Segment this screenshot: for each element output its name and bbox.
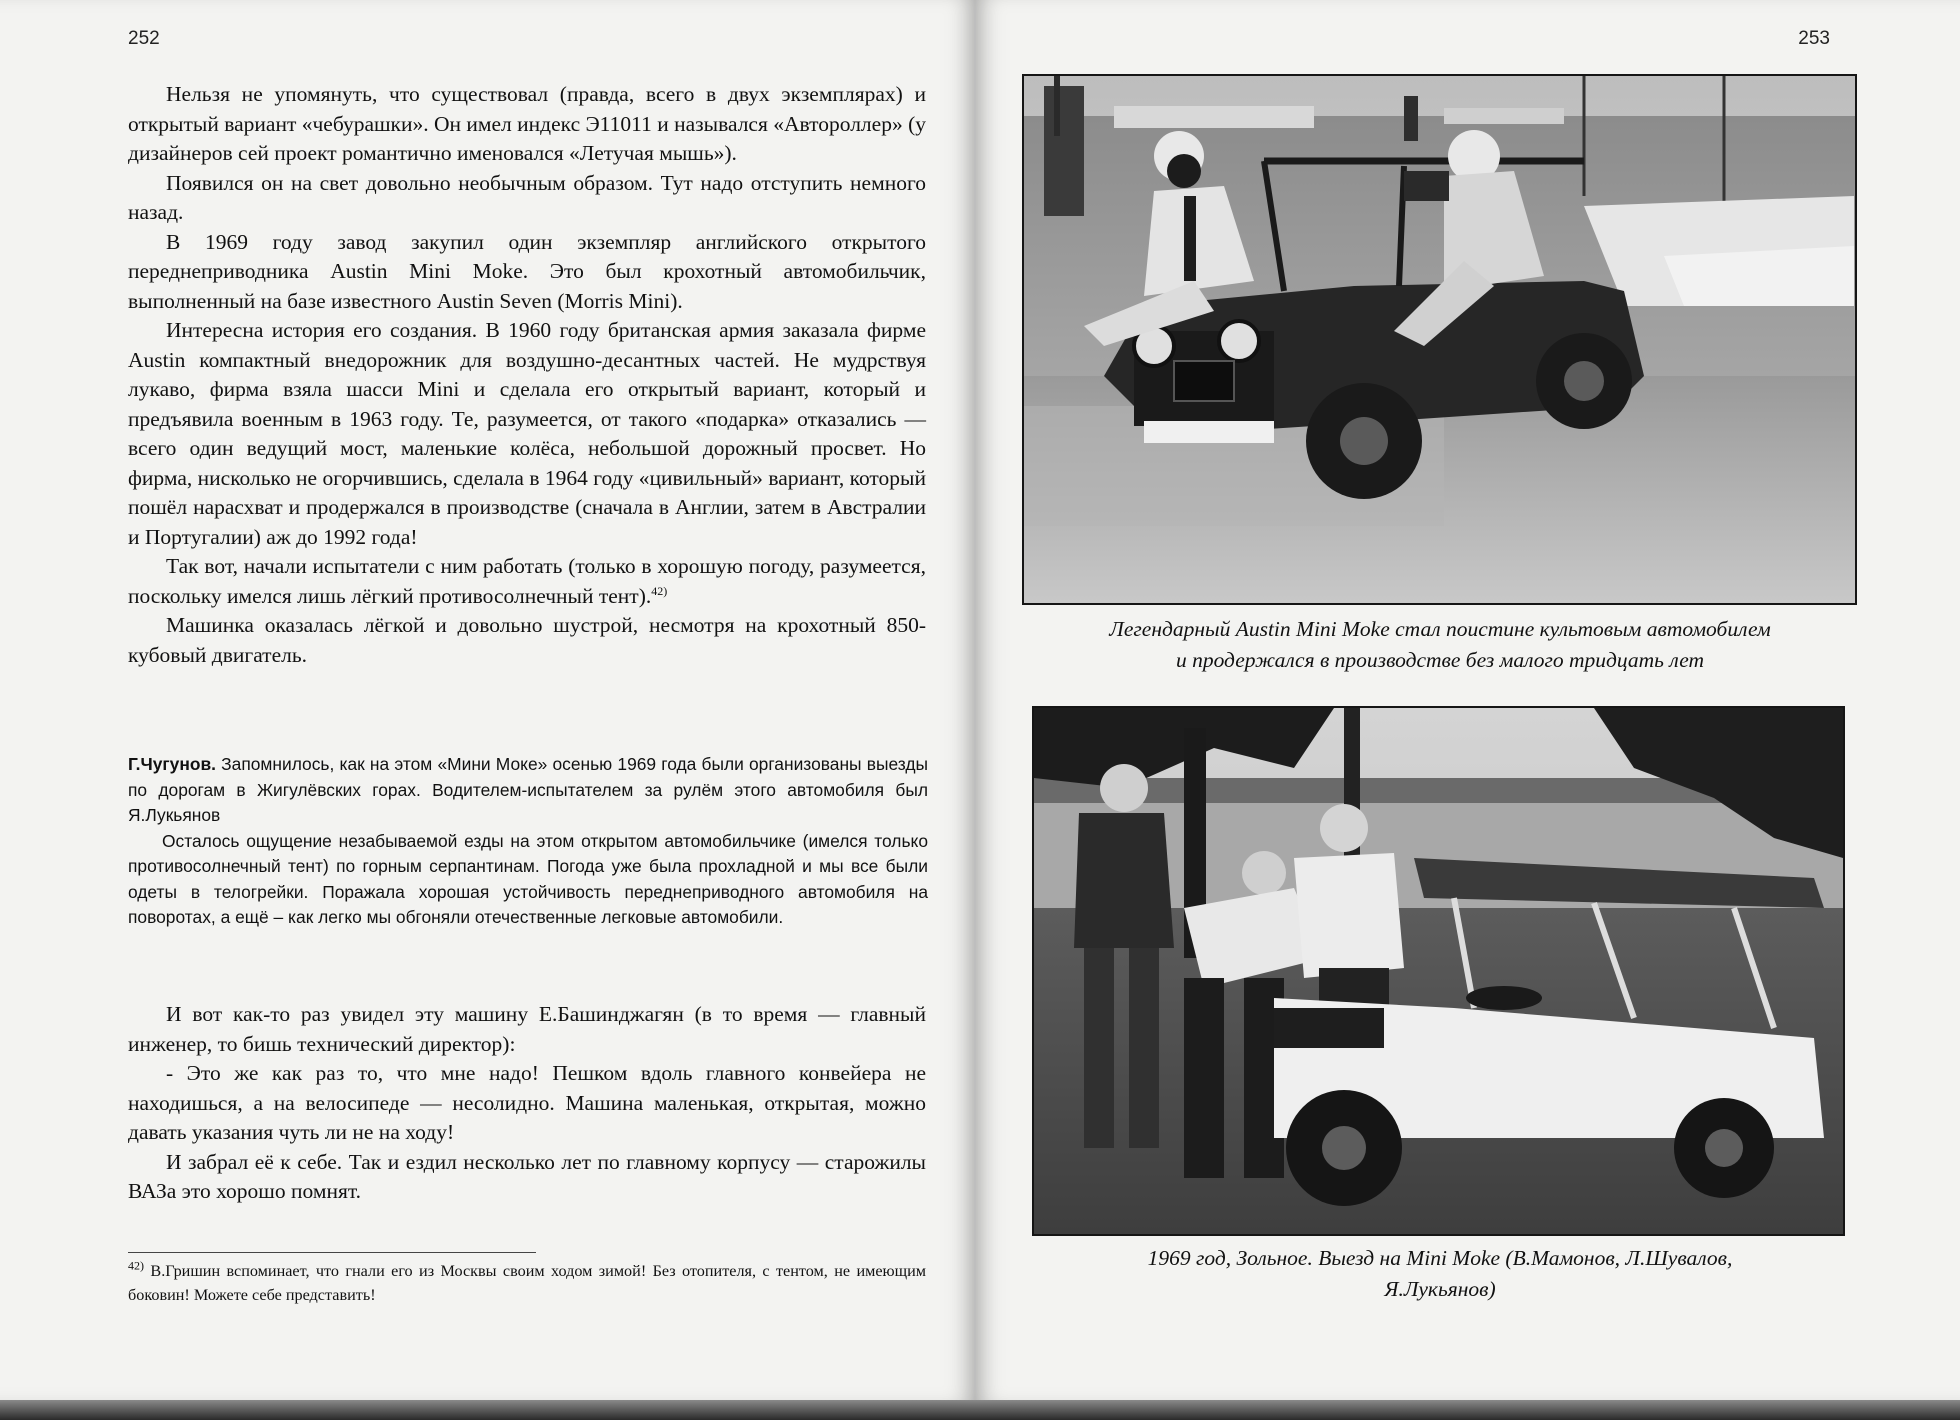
- main-text-top: [128, 80, 926, 670]
- paragraph: Машинка оказалась лёгкой и довольно шустрой, несмотря на крохотный 850-кубовый двигатель.: [128, 613, 926, 667]
- paragraph: И забрал её к себе. Так и ездил несколько лет по главному корпусу — старожилы ВАЗа это хорошо помнят.: [128, 1149, 926, 1203]
- quote-first-paragraph: [128, 752, 928, 829]
- paragraph: И вот как-то раз увидел эту машину Е.Башинджагян (в то время — главный инженер, то бишь технический директор):: [128, 1002, 926, 1056]
- photo-mini-moke-zolnoe: [1032, 706, 1845, 1236]
- footnote-marker: 42): [128, 1258, 144, 1273]
- photo-zolnoe-drawing: [1034, 708, 1843, 1234]
- footnote-text: В.Гришин вспоминает, что гнали его из Москвы своим ходом зимой! Без отопителя, с тентом, не имеющим боковин! Можете себе представить!: [128, 1262, 927, 1304]
- photo1-caption: [1020, 614, 1860, 676]
- photo1-caption-line1: Легендарный Austin Mini Moke стал поистине культовым автомобилем: [1109, 617, 1771, 641]
- paragraph: Появился он на свет довольно необычным образом. Тут надо отступить немного назад.: [128, 170, 926, 224]
- quote-first-text: Запомнилось, как на этом «Мини Моке» осенью 1969 года были организованы выезды по дорогам в Жигулёвских горах. Водителем-испытателем за рулём этого автомобиля был Я.Лукьянов: [128, 754, 928, 825]
- left-page: [0, 0, 975, 1400]
- paragraph: - Это же как раз то, что мне надо! Пешком вдоль главного конвейера не находишься, а на велосипеде — несолидно. Машина маленькая, открытая, можно давать указания чуть ли не на ходу!: [128, 1061, 926, 1144]
- page-number-left: 252: [128, 28, 160, 49]
- photo2-caption: [1030, 1243, 1850, 1305]
- paragraph: Интересна история его создания. В 1960 году британская армия заказала фирме Austin компактный внедорожник для воздушно-десантных частей. Не мудрствуя лукаво, фирма взяла шасси Mini и сделала его открытый вариант, который и предъявила военным в 1963 году. Те, разумеется, от такого «подарка» отказались — всего один ведущий мост, маленькие колёса, небольшой дорожный просвет. Но фирма, нисколько не огорчившись, сделала в 1964 году «цивильный» вариант, который пошёл нарасхват и продержался в производстве (сначала в Англии, затем в Австралии и Португалии) аж до 1992 года!: [128, 318, 926, 549]
- paragraph-tent: [128, 552, 926, 611]
- quote-second-paragraph: Осталось ощущение незабываемой езды на этом открытом автомобильчике (имелся только противосолнечный тент) по горным серпантинам. Погода уже была прохладной и мы все были одеты в телогрейки. Поражала хорошая устойчивость переднеприводного автомобиля на поворотах, а ещё – как легко мы обгоняли отечественные легковые автомобили.: [128, 830, 928, 927]
- photo1-caption-line2: и продержался в производстве без малого тридцать лет: [1175, 648, 1705, 672]
- paragraph: В 1969 году завод закупил один экземпляр английского открытого переднеприводника Austin Mini Moke. Это был крохотный автомобильчик, выполненный на базе известного Austin Seven (Morris Mini).: [128, 229, 926, 313]
- photo-harbour-drawing: [1024, 76, 1855, 603]
- recollection-quote: [128, 752, 928, 931]
- footnote-reference: 42): [651, 583, 668, 598]
- photo2-caption-line1: 1969 год, Зольное. Выезд на Mini Moke (В.Мамонов, Л.Шувалов,: [1147, 1246, 1733, 1270]
- photo2-caption-line2: Я.Лукьянов): [1384, 1277, 1496, 1301]
- photo-mini-moke-harbour: [1022, 74, 1857, 605]
- footnote-divider: [128, 1252, 536, 1253]
- paragraph-tent-text: Так вот, начали испытатели с ним работать (только в хорошую погоду, разумеется, поскольку имелся лишь лёгкий противосолнечный тент).: [128, 554, 926, 608]
- paragraph: Нельзя не упомянуть, что существовал (правда, всего в двух экземплярах) и открытый вариант «чебурашки». Он имел индекс Э11011 и назывался «Автороллер» (у дизайнеров сей проект романтично именовался «Летучая мышь»).: [128, 82, 926, 165]
- book-edge: [0, 1400, 1960, 1420]
- footnote: [128, 1259, 926, 1307]
- page-number-right: 253: [1798, 28, 1830, 49]
- main-text-bottom: [128, 1000, 926, 1207]
- quote-author: Г.Чугунов.: [128, 754, 216, 774]
